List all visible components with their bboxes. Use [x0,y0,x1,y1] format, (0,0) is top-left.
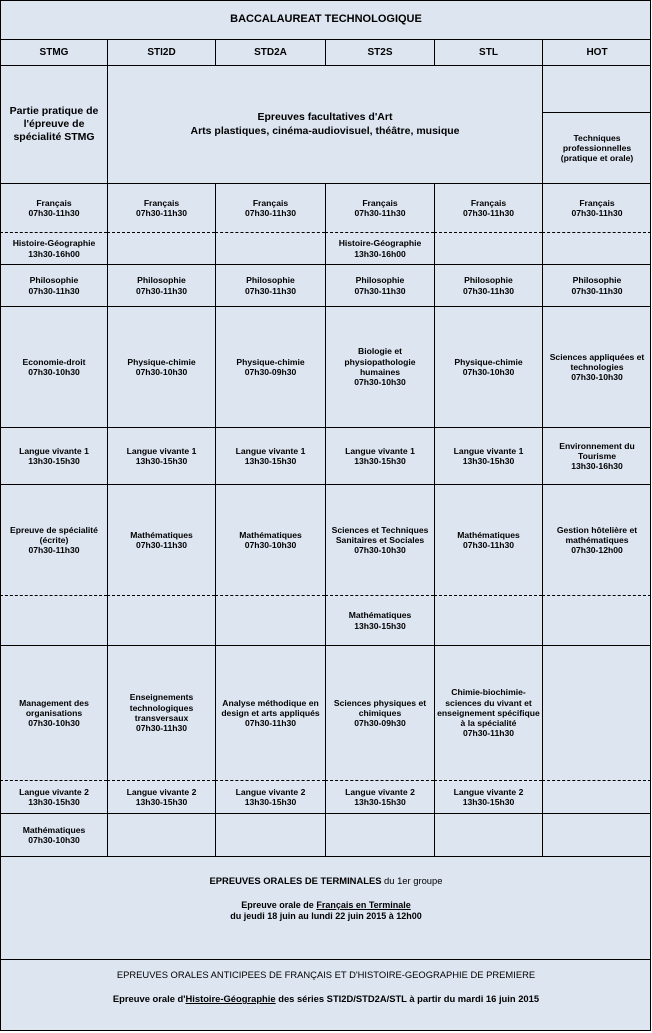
exam-histgeo-stmg: Histoire-Géographie 13h30-16h00 [0,232,107,264]
exam-eco-droit-stmg: Economie-droit 07h30-10h30 [0,306,107,427]
empty-cell [107,232,215,264]
histoire-geographie-link[interactable]: Histoire-Géographie [185,993,276,1004]
orals-anticipees-title: EPREUVES ORALES ANTICIPEES DE FRANÇAIS ET D'HISTOIRE-GEOGRAPHIE DE PREMIERE [116,969,536,980]
exam-chimie-biochimie-stl: Chimie-biochimie-sciences du vivant et enseignement spécifique à la spécialité 07h30-11h30 [434,645,542,780]
exam-francais-stmg: Français 07h30-11h30 [0,183,107,232]
exam-lv1-std2a: Langue vivante 1 13h30-15h30 [215,427,325,484]
exam-lv2-std2a: Langue vivante 2 13h30-15h30 [215,780,325,813]
orals-anticipees-line: Epreuve orale d'Histoire-Géographie des séries STI2D/STD2A/STL à partir du mardi 16 juin 2015 [112,993,540,1004]
empty-cell [107,813,215,856]
exam-lv1-stmg: Langue vivante 1 13h30-15h30 [0,427,107,484]
exam-lv2-stmg: Langue vivante 2 13h30-15h30 [0,780,107,813]
orals-terminale-section [0,856,651,959]
empty-cell [434,595,542,645]
column-header-std2a: STD2A [215,39,325,65]
exam-philo-stl: Philosophie 07h30-11h30 [434,264,542,306]
exam-francais-hot: Français 07h30-11h30 [542,183,651,232]
exam-maths-std2a: Mathématiques 07h30-10h30 [215,484,325,595]
exam-lv1-stl: Langue vivante 1 13h30-15h30 [434,427,542,484]
exam-philo-stmg: Philosophie 07h30-11h30 [0,264,107,306]
exam-physique-chimie-std2a: Physique-chimie 07h30-09h30 [215,306,325,427]
exam-maths-stl: Mathématiques 07h30-11h30 [434,484,542,595]
empty-cell [542,595,651,645]
exam-francais-std2a: Français 07h30-11h30 [215,183,325,232]
empty-cell [542,813,651,856]
column-header-stmg: STMG [0,39,107,65]
art-subjects: Arts plastiques, cinéma-audiovisuel, théâtre, musique [190,124,460,137]
orals-terminale-line1: Epreuve orale de Français en Terminale [241,900,411,910]
empty-cell [325,813,434,856]
hot-empty-cell [542,65,651,112]
hot-techniques-cell: Techniques professionnelles (pratique et orale) [542,112,651,183]
page-title: BACCALAUREAT TECHNOLOGIQUE [0,0,651,39]
exam-physique-chimie-sti2d: Physique-chimie 07h30-10h30 [107,306,215,427]
exam-philo-std2a: Philosophie 07h30-11h30 [215,264,325,306]
empty-cell [0,595,107,645]
exam-francais-st2s: Français 07h30-11h30 [325,183,434,232]
column-header-hot: HOT [542,39,651,65]
empty-cell [215,595,325,645]
orals-terminale-title: EPREUVES ORALES DE TERMINALES du 1er groupe [209,875,443,886]
exam-lv2-sti2d: Langue vivante 2 13h30-15h30 [107,780,215,813]
exam-histgeo-st2s: Histoire-Géographie 13h30-16h00 [325,232,434,264]
empty-cell [434,813,542,856]
orals-terminale-dates: du jeudi 18 juin au lundi 22 juin 2015 à 12h00 [230,911,422,921]
francais-terminale-link[interactable]: Français en Terminale [316,900,411,910]
empty-cell [215,813,325,856]
exam-gestion-hoteliere-hot: Gestion hôtelière et mathématiques 07h30-12h00 [542,484,651,595]
empty-cell [542,645,651,780]
exam-management-stmg: Management des organisations 07h30-10h30 [0,645,107,780]
exam-philo-sti2d: Philosophie 07h30-11h30 [107,264,215,306]
empty-cell [542,232,651,264]
empty-cell [215,232,325,264]
exam-philo-hot: Philosophie 07h30-11h30 [542,264,651,306]
exam-maths-afternoon-st2s: Mathématiques 13h30-15h30 [325,595,434,645]
exam-lv1-sti2d: Langue vivante 1 13h30-15h30 [107,427,215,484]
exam-enseignements-sti2d: Enseignements technologiques transversaux 07h30-11h30 [107,645,215,780]
exam-sciences-appliquees-hot: Sciences appliquées et technologies 07h30-10h30 [542,306,651,427]
empty-cell [542,780,651,813]
column-header-stl: STL [434,39,542,65]
exam-maths-sti2d: Mathématiques 07h30-11h30 [107,484,215,595]
exam-lv2-st2s: Langue vivante 2 13h30-15h30 [325,780,434,813]
column-header-st2s: ST2S [325,39,434,65]
empty-cell [434,232,542,264]
orals-anticipees-section [0,959,651,1031]
column-header-sti2d: STI2D [107,39,215,65]
art-optional-cell [107,65,542,183]
exam-physique-chimie-stl: Physique-chimie 07h30-10h30 [434,306,542,427]
exam-lv1-st2s: Langue vivante 1 13h30-15h30 [325,427,434,484]
exam-biologie-st2s: Biologie et physiopathologie humaines 07h30-10h30 [325,306,434,427]
exam-specialite-stmg: Epreuve de spécialité (écrite) 07h30-11h30 [0,484,107,595]
stmg-practical-cell: Partie pratique de l'épreuve de spécialité STMG [0,65,107,183]
exam-francais-sti2d: Français 07h30-11h30 [107,183,215,232]
empty-cell [107,595,215,645]
exam-maths-stmg: Mathématiques 07h30-10h30 [0,813,107,856]
exam-francais-stl: Français 07h30-11h30 [434,183,542,232]
exam-philo-st2s: Philosophie 07h30-11h30 [325,264,434,306]
exam-sciences-physiques-st2s: Sciences physiques et chimiques 07h30-09h30 [325,645,434,780]
art-title: Epreuves facultatives d'Art [257,111,393,124]
exam-analyse-std2a: Analyse méthodique en design et arts appliqués 07h30-11h30 [215,645,325,780]
exam-environnement-tourisme-hot: Environnement du Tourisme 13h30-16h30 [542,427,651,484]
exam-lv2-stl: Langue vivante 2 13h30-15h30 [434,780,542,813]
exam-stss-st2s: Sciences et Techniques Sanitaires et Sociales 07h30-10h30 [325,484,434,595]
